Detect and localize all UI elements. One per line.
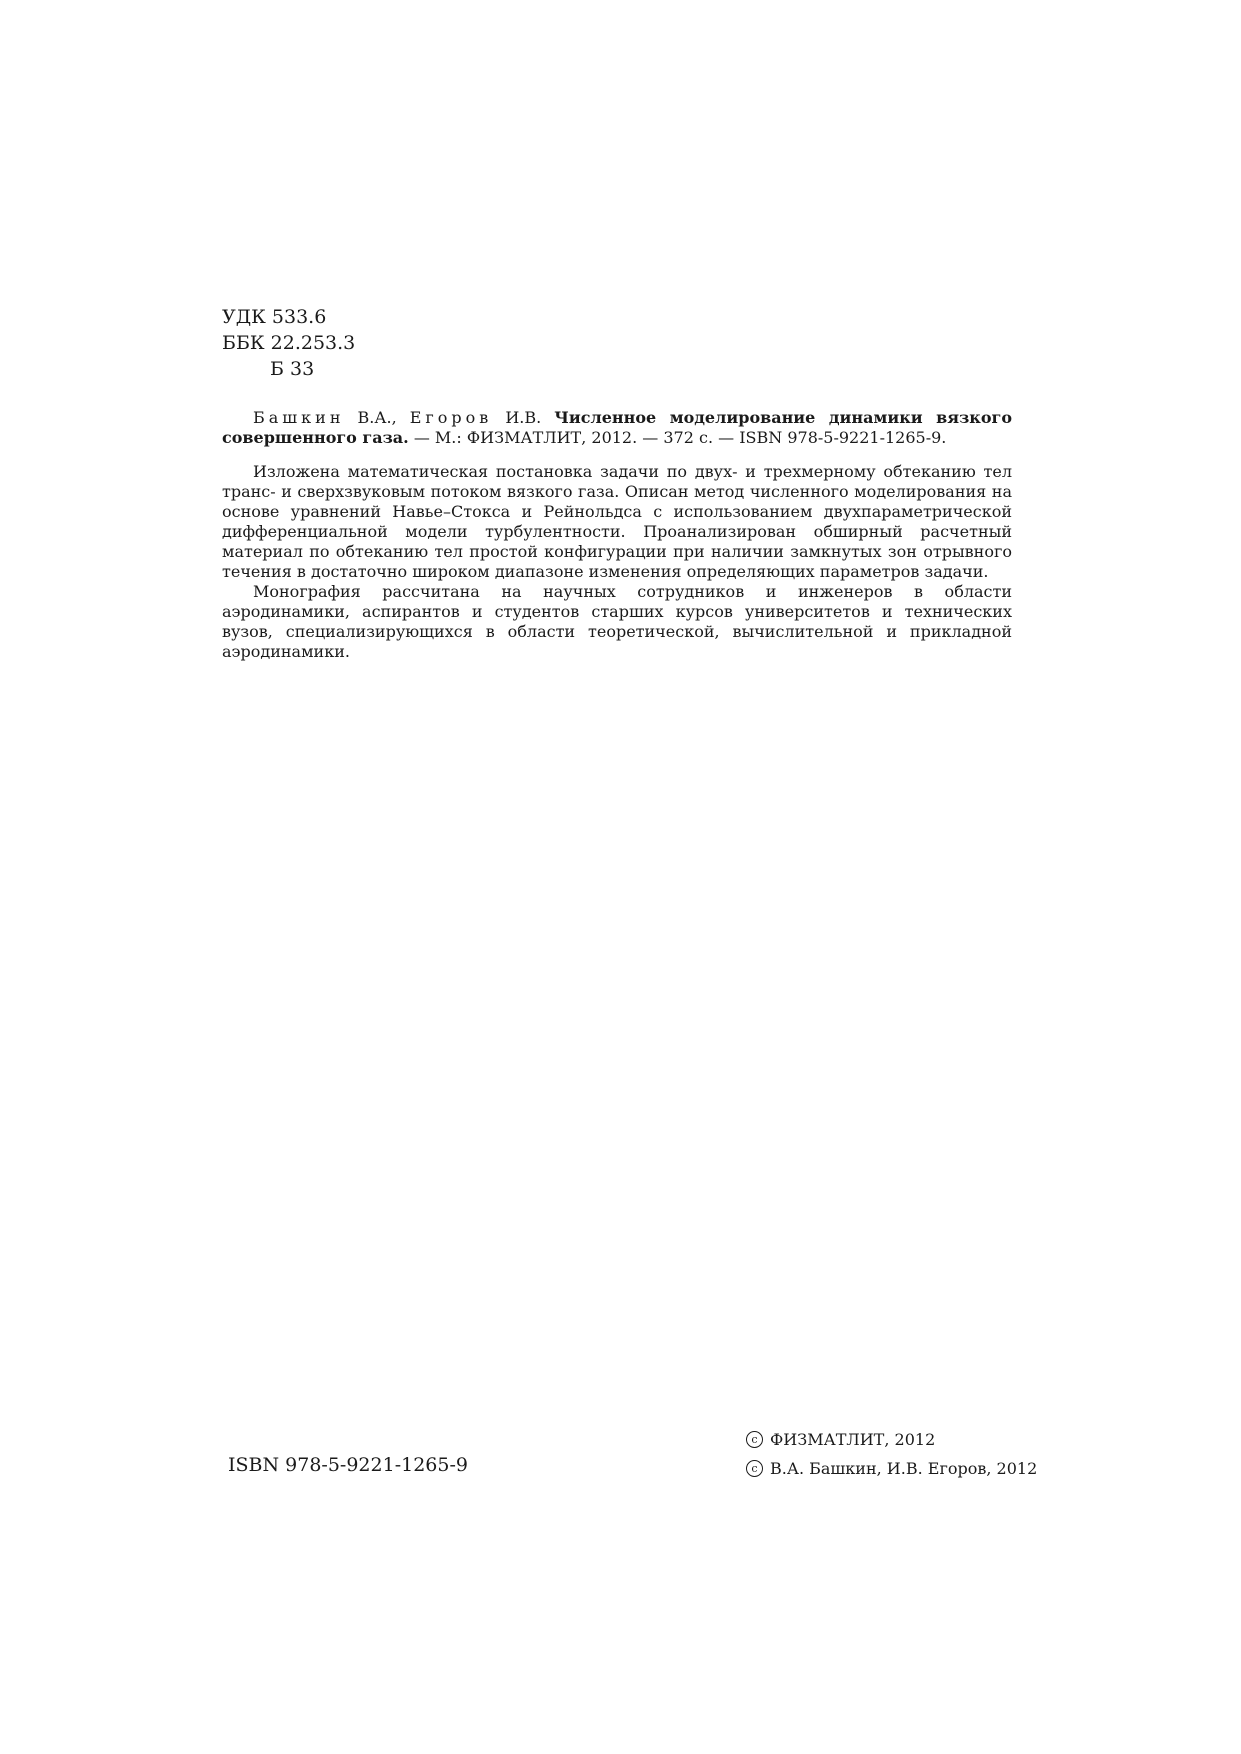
- copyright-authors: В.А. Башкин, И.В. Егоров, 2012: [770, 1459, 1038, 1478]
- citation: [222, 408, 1012, 448]
- abstract-paragraph-1: Изложена математическая постановка задачи по двух- и трехмерному обтеканию тел транс- и сверхзвуковым потоком вязкого газа. Описан метод численного моделирования на основе уравнений Навье–Стокса и Рейнольдса с использованием двухпараметрической дифференциальной модели турбулентности. Проанализирован обширный расчетный материал по обтеканию тел простой конфигурации при наличии замкнутых зон отрывного течения в достаточно широком диапазоне изменения определяющих параметров задачи.: [222, 462, 1012, 581]
- author-mark: Б 33: [270, 358, 315, 380]
- copyright-publisher: ФИЗМАТЛИТ, 2012: [770, 1430, 936, 1449]
- book-title: Численное моделирование динамики вязкого совершенного газа.: [222, 408, 1013, 447]
- author-1-initials: В.А.,: [357, 408, 397, 427]
- author-1-surname: Башкин: [253, 408, 345, 427]
- copyright-icon: c: [746, 1460, 763, 1477]
- imprint: — М.: ФИЗМАТЛИТ, 2012. — 372 с. — ISBN 978-5-9221-1265-9.: [413, 428, 947, 447]
- copyright-line-authors: [746, 1454, 1037, 1483]
- isbn: ISBN 978-5-9221-1265-9: [228, 1454, 468, 1476]
- author-2-initials: И.В.: [505, 408, 542, 427]
- udk-code: 533.6: [271, 306, 327, 328]
- udk-label: УДК: [222, 306, 266, 328]
- abstract-paragraph-2: Монография рассчитана на научных сотрудников и инженеров в области аэродинамики, аспирантов и студентов старших курсов университетов и технических вузов, специализирующихся в области теоретической, вычислительной и прикладной аэродинамики.: [222, 582, 1012, 661]
- copyright-icon: c: [746, 1431, 763, 1448]
- bbk-label: ББК: [222, 332, 265, 354]
- abstract: [222, 462, 1012, 662]
- classification-block: [222, 304, 355, 382]
- author-2-surname: Егоров: [409, 408, 493, 427]
- udk-row: [222, 304, 355, 330]
- copyright-block: [746, 1425, 1037, 1483]
- bbk-row: [222, 330, 355, 356]
- bbk-code: 22.253.3: [270, 332, 356, 354]
- copyright-line-publisher: [746, 1425, 1037, 1454]
- main-content: [222, 408, 1012, 662]
